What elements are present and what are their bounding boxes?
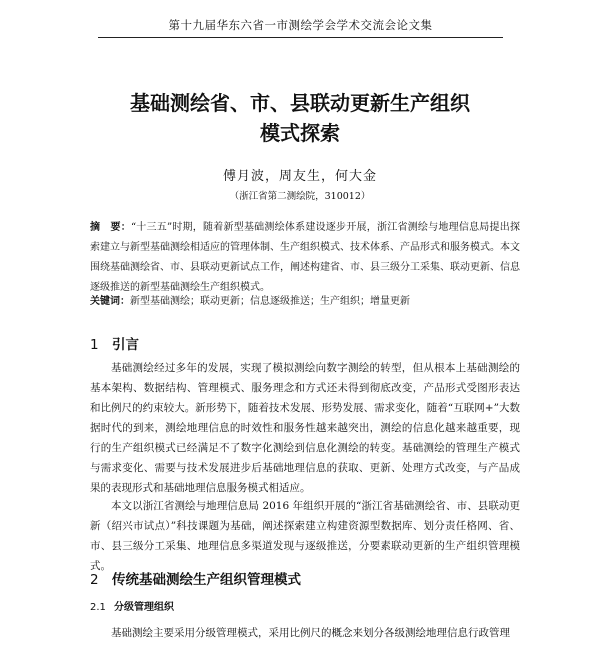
subsection-2-1-number: 2.1: [90, 602, 106, 613]
keywords-label: 关键词：: [90, 296, 130, 307]
section-1-title: 引言: [112, 337, 139, 353]
section-2-paragraph-1: 基础测绘主要采用分级管理模式，采用比例尺的概念来划分各级测绘地理信息行政管理: [111, 627, 510, 639]
paper-title: [60, 88, 540, 148]
affiliation: （浙江省第二测绘院，310012）: [229, 191, 371, 202]
section-2-number: 2: [90, 572, 99, 588]
subsection-2-1-title: 分级管理组织: [114, 602, 174, 613]
title-line-2: 模式探索: [260, 121, 340, 145]
author-list: 傅月波，周友生，何大金: [222, 169, 377, 184]
keywords: [90, 294, 520, 310]
section-1-paragraph-1: 基础测绘经过多年的发展，实现了模拟测绘向数字测绘的转型，但从根本上基础测绘的基本架构、数据结构、管理模式、服务理念和方式还未得到彻底改变，产品形式受图形表达和比例尺的约束较大。新形势下，随着技术发展、形势发展、需求变化，随着“互联网+”大数据时代的到来，测绘地理信息的时效性和服务性越来越突出，测绘的信息化越来越重要，现行的生产组织模式已经满足不了数字化测绘到信息化测绘的转变。基础测绘的管理生产模式与需求变化、需要与技术发展进步后基础地理信息的获取、更新、处理方式改变，与产品成果的表现形式和基础地理信息服务模式相适应。: [90, 362, 520, 494]
keywords-text: 新型基础测绘；联动更新；信息逐级推送；生产组织；增量更新: [130, 296, 410, 307]
section-2-heading: [90, 568, 301, 588]
section-1-number: 1: [90, 337, 99, 353]
abstract-label: 摘 要：: [90, 222, 131, 233]
subsection-2-1-heading: [90, 598, 174, 613]
section-2-title: 传统基础测绘生产组织管理模式: [112, 572, 301, 588]
section-1-paragraph-2: 本文以浙江省测绘与地理信息局 2016 年组织开展的“浙江省基础测绘省、市、县联动更新（绍兴市试点）”科技课题为基础，阐述探索建立构建资源型数据库、划分责任格网、省、市、县三级分工采集、地理信息多渠道发现与逐级推送，分要素联动更新的生产组织管理模式。: [90, 500, 520, 572]
abstract-text: “十三五”时期，随着新型基础测绘体系建设逐步开展，浙江省测绘与地理信息局提出探索建立与新型基础测绘相适应的管理体制、生产组织模式、技术体系、产品形式和服务模式。本文围绕基础测绘省、市、县联动更新试点工作，阐述构建省、市、县三级分工采集、联动更新、信息逐级推送的新型基础测绘生产组织模式。: [90, 222, 520, 293]
section-1-heading: [90, 333, 139, 353]
title-line-1: 基础测绘省、市、县联动更新生产组织: [130, 91, 470, 115]
running-header: 第十九届华东六省一市测绘学会学术交流会论文集: [98, 17, 503, 38]
abstract: [90, 218, 520, 298]
